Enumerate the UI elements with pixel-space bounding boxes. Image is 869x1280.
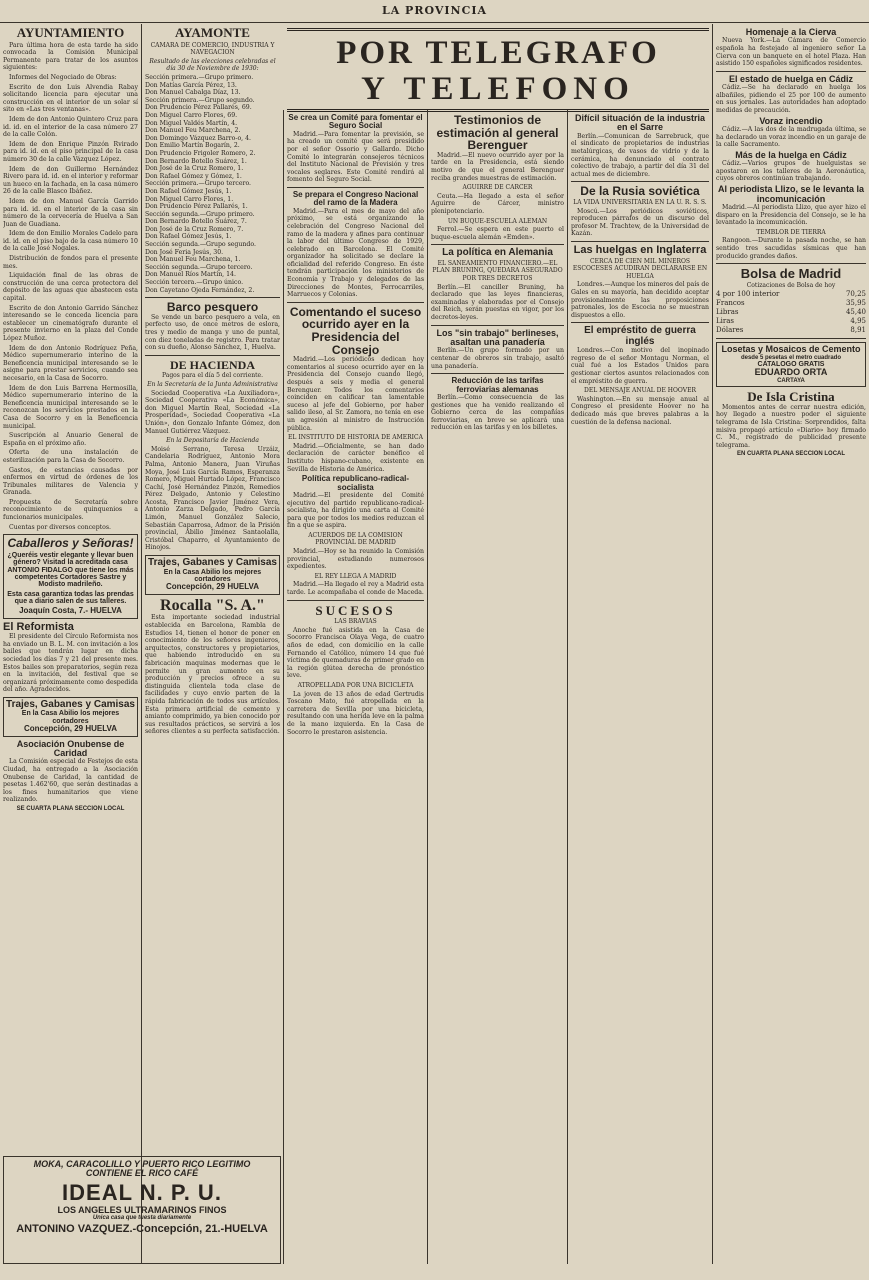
column-rule [712,24,713,1264]
table-row [716,326,866,335]
advert-headline: Trajes, Gabanes y Camisas [148,557,277,569]
column-rule [567,110,568,1264]
list-item: Oferta de una instalación de esterilización para la Casa de Socorro. [3,449,138,464]
table-cell: 45,40 [845,308,866,317]
divider [287,187,424,188]
reformista-title: El Reformista [3,620,74,633]
list-item: Idem de don Emilio Morales Cadelo para id. id. en el piso bajo de la casa número 10 de la calle José Nogales. [3,230,138,253]
advert-address: ANTONINO VAZQUEZ.-Concepción, 21.-HUELVA [16,1222,268,1235]
list-item: Don José de la Cruz Romero, 7. [145,225,244,233]
column-rule [141,24,142,1264]
banner-line-1: POR TELEGRAFO [336,35,660,71]
table-row [716,317,866,326]
article-text: Ferrol.—Se espera en este puerto el buque-escuela alemán «Emden». [431,226,564,241]
list-item: Don Bernardo Botello Suárez, 7. [145,218,247,226]
list-item: Don Domingo Vázquez Barro-o, 4. [145,134,252,142]
headline: Testimonios de estimación al general Berenguer [436,114,559,153]
advert-body: En la Casa Abilio los mejores cortadores [21,710,120,725]
subheading: LAS BRAVIAS [334,618,377,626]
column-2 [145,24,280,1104]
list-item: Sección segunda.—Grupo segundo. [145,241,256,249]
article-text: Washington.—En su mensaje anual al Congreso el presidente Hoover no ha dedicado más que breves palabras a la cuestión de la defensa nacional. [571,395,709,426]
list-item: Don Cayetano Ojeda Fernández, 2. [145,286,255,294]
divider [145,297,280,298]
column-1 [3,24,138,1154]
list-item: Don Prudencio Frigoler Romero, 2. [145,149,256,157]
advert-address: Concepción, 29 HUELVA [165,582,260,592]
article-text: Moscú.—Los periódicos soviéticos, reproducen párrafos de un discurso del profesor M. Trachtew, de la Universidad de Kazán. [571,207,709,238]
banner-line-2: Y TELEFONO [361,71,635,107]
advert-brand: IDEAL N. P. U. [62,1179,222,1205]
table-cell: Libras [716,308,739,317]
list-item: Don Manuel Cabalga Díaz, 13. [145,89,241,97]
subheading: EL INSTITUTO DE HISTORIA DE AMERICA [288,434,423,442]
list-item: Don Miguel Carro Flores, 69. [145,111,238,119]
advert-headline: CONTIENE EL RICO CAFÉ [85,1168,199,1179]
agenda-list [3,74,138,531]
article-text: Para última hora de esta tarde ha sido convocada la Comisión Municipal Permanente para tratar de los asuntos siguientes: [3,41,138,72]
list-item: Don Rafael Gómez Jesús, 1. [145,233,232,241]
article-text: La joven de 13 años de edad Gertrudis Toscano Mato, fué atropellada en la carretera de Sevilla por una bicicleta, resultando con una herida leve en la palma de la mano izquierda. En la Casa de Socorro le prestaron asistencia. [287,690,424,736]
election-results [145,74,280,294]
column-5 [571,114,709,1264]
advert-abilio [145,555,280,595]
advert-body: desde 5 pesetas el metro cuadrado [740,354,842,361]
headline: Voraz incendio [759,115,823,126]
list-item: Don José de la Cruz Romero, 1. [145,165,244,173]
list-item: Suscripción al Anuario General de España en el próximo año. [3,432,138,447]
list-item: Don Emilio Martín Bogarín, 2. [145,142,240,150]
divider [431,244,564,245]
advert-address: Joaquín Costa, 7.- HUELVA [19,606,122,616]
list-item: Distribución de fondos para el presente mes. [3,255,138,270]
paper-name: LA PROVINCIA [381,4,488,17]
advert-address: Concepción, 29 HUELVA [23,724,118,734]
list-item: Escrito de don Luis Alvendia Rabay solicitando licencia para ejecutar una construcción en el interior de un solar sí sito en «Las tres ventanas». [3,83,138,114]
list-item: Idem de don Manuel García Garrido para id. id. en el interior de la casa sin número de la cervecería de Huelva a San Juan de Guadiana. [3,197,138,228]
barco-title: Barco pesquero [166,300,259,315]
divider [716,338,866,339]
subheading: Pagos para el día 5 del corriente. [161,372,264,380]
article-text: Berlín.—Comunican de Sarrebruck, que el sindicato de propietarios de industrias metalúrgicas, de vasos de vidrio y de la cerámica, ha denunciado el contrato colectivo de trabajo, a partir del día 31 del actual mes de diciembre. [571,132,709,178]
headline: Se crea un Comité para fomentar el Seguro Social [288,114,423,131]
article-text: Ceuta.—Ha llegado a esta el señor Aguirre de Cárcer, ministro plenipotenciario. [431,192,564,215]
headline: El empréstito de guerra inglés [584,325,696,347]
column-rule [283,110,284,1264]
advert-body: EDUARDO ORTA [754,367,828,378]
table-cell: Dólares [716,326,744,335]
article-text: Moisé Serrano, Teresa Urzáiz, Candelaria Rodríguez, Antonio Mora Palma, Antonio Manera, Juan Viruñas Moya, José Luis García Ramos, Esperanza Romero, Miguel Hurtado López, Francisco Cachí, José Hernández Pinzón, Remedios Pérez Delgado, Antonio y Celestino Acosta, Francisco Javier Jiménez Vera, Antonio Zarza Delgado, Pedro García Limón, Manuel González Salecio, Sebastián Caparrosa, Admor. de la Prisión provincial, Abilio Jiménez Santaolalla, Cristóbal Chaparro, el Ayuntamiento de Hinojos. [145,445,280,552]
list-item: Don Manuel Ríos Martín, 14. [145,271,236,279]
divider [571,322,709,323]
advert-body: Esta casa garantiza todas las prendas que a diario salen de sus talleres. [7,590,134,605]
article-text: El presidente del Círculo Reformista nos ha enviado un B. L. M. con invitación a los bailes que tendrán lugar en dicha sociedad los días 7 y 21 del presente mes. Estos bailes son preparatorios, según reza en la invitación, del festival que se organizará próximamente como despedida del año. Agradecidos. [3,633,138,694]
divider [571,241,709,242]
subheading: ATROPELLADA POR UNA BICICLETA [297,682,414,690]
sucesos-title: SUCESOS [315,602,396,618]
main-banner [287,28,709,112]
bolsa-title: Bolsa de Madrid [740,266,842,282]
advert-headline: Trajes, Gabanes y Camisas [6,698,135,710]
headline: Comentando el suceso ocurrido ayer en la Presidencia del Consejo [289,304,422,357]
headline: Difícil situación de la industria en el Sarre [574,114,706,133]
subheading: UN BUQUE-ESCUELA ALEMAN [447,217,548,225]
list-item: Sección tercera.—Grupo único. [145,279,244,287]
divider [716,263,866,264]
article-text: Madrid.—Para el mes de mayo del año próximo, se está organizando la celebración del Congreso Nacional del ramo de la madera y afines para continuar la labor del último Congreso de 1929, celebrado en Barcelona. El Comité organizador ha solicitado se declare la oficialidad del referido Congreso. En éste tendrán participación los ministerios de Economía y Trabajo y delegados de las Direcciones de Montes, Ferrocarriles, Marruecos y Colonias. [287,207,424,299]
advert-body: ¿Queréis vestir elegante y llevar buen género? Visitad la acreditada casa ANTONIO FIDALGO que tiene los más competentes Cortadores Sastre y Modisto madrileño. [7,551,134,589]
article-text: Madrid.—Hoy se ha reunido la Comisión provincial, estudiando numerosos expedientes. [287,548,424,571]
divider [716,71,866,72]
article-text: Nueva York.—La Cámara de Comercio española ha festejado al ingeniero señor La Cierva con un banquete en el hotel Plaza. Han asistido 150 españoles significados residentes. [716,37,866,68]
advert-headline: MOKA, CARACOLILLO Y PUERTO RICO LEGITIMO [33,1159,251,1169]
bolsa-table [716,290,866,335]
list-item: Don Matías García Pérez, 13. [145,81,237,89]
advert-headline: Losetas y Mosaicos de Cemento [721,344,861,355]
headline: Las huelgas en Inglaterra [573,244,707,256]
subheading: AGUIRRE DE CARCER [462,184,533,192]
list-item: Escrito de don Antonio Garrido Sánchez interesando se le conceda licencia para establecer un cinematógrafo durante el presente invierno en la plaza del Conde López Muñoz. [3,304,138,343]
table-cell: 35,95 [845,299,866,308]
subheading: DEL MENSAJE ANUAL DE HOOVER [584,387,696,395]
section-footer: EN CUARTA PLANA SECCION LOCAL [736,451,846,458]
headline: Homenaje a la Cierva [745,27,837,37]
list-item: Sección segunda.—Grupo primero. [145,210,255,218]
divider [431,325,564,326]
advert-fidalgo [3,534,138,618]
isla-title: De Isla Cristina [747,389,835,405]
article-text: La Comisión especial de Festejos de esta Ciudad, ha entregado a la Asociación Onubense de Caridad, la cantidad de pesetas 1.462'60, que serán destinadas a los fines humanitarios que viene realizando. [3,758,138,804]
divider [287,302,424,303]
advert-headline: Caballeros y Señoras! [7,536,134,551]
rocalla-title: Rocalla "S. A." [160,596,265,614]
list-item: Gastos, de estancias causadas por enfermos en virtud de órdenes de los Tribunales militares de Valencia y Granada. [3,466,138,497]
article-text: Madrid.—Ha llegado el rey a Madrid esta tarde. Le acompañaba el conde de Maceda. [287,581,424,597]
list-item: Liquidación final de las obras de construcción de una cerca protectora del depósito de las aguas que abastecen esta capital. [3,272,138,303]
headline: Política republicano-radical-socialista [301,474,410,492]
ayamonte-title: AYAMONTE [175,25,250,40]
table-cell: 70,25 [845,290,866,299]
list-item: Informes del Negociado de Obras: [9,74,117,82]
divider [571,181,709,182]
article-text: Cádiz.—A las dos de la madrugada última, se ha declarado un voraz incendio en un garaje de la calle Sacramento. [716,126,866,149]
subheading: Cotizaciones de Bolsa de hoy [746,281,836,289]
headline: De la Rusia soviética [580,184,700,199]
column-6 [716,24,866,1264]
list-item: Don Rafael Gómez y Gómez, 1. [145,172,242,180]
headline: Más de la huelga en Cádiz [735,149,847,160]
advert-body: En la Casa Abilio los mejores cortadores [163,568,262,583]
advert-abilio [3,697,138,737]
list-item: Sección segunda.—Grupo tercero. [145,263,253,271]
article-text: Se vende un barco pesquero a vela, en perfecto uso, de once metros de eslora, tres y medio de manga y uno de puntal, con diez toneladas de registro. Para tratar con su dueño, Alonso Sánchez, 1, Huelva. [145,313,280,352]
article-text: Madrid.—Para fomentar la previsión, se ha creado un comité que será presidido por el señor Ossorio y Gallardo. Dicho Comité lo integrarán consejeros técnicos del Instituto Nacional de Previsión y tres vocales seglares. Este Comité rendirá al fomento del Seguro Social. [287,130,424,184]
advert-address: CARTAYA [777,377,805,384]
list-item: Don Prudencio Pérez Pallarés, 1. [145,203,248,211]
article-text: Madrid.—Oficialmente, se han dado declaración de carácter benéfico el Instituto hispano-cubano, existente en Sevilla de Historia de América. [287,442,424,473]
divider [431,373,564,374]
column-3 [287,114,424,1264]
article-text: Anoche fué asistida en la Casa de Socorro Francisca Olaya Vega, de cuatro años de edad, con domicilio en la calle Fernando el Católico, número 14 que fué víctima de quemaduras de primer grado en la región glútea derecha de pronóstico leve. [287,626,424,680]
list-item: Don Miguel Carro Flores, 1. [145,195,234,203]
subheading: Resultado de las elecciones celebradas el día 30 de Noviembre de 1930: [149,57,276,73]
list-item: Sección primera.—Grupo tercero. [145,180,252,188]
section-footer: SE CUARTA PLANA SECCION LOCAL [16,805,125,812]
headline: El estado de huelga en Cádiz [728,73,854,84]
list-item: Sección primera.—Grupo primero. [145,74,254,82]
headline: Reducción de las tarifas ferroviarias alemanas [451,376,544,394]
subheading: En la Depositaría de Hacienda [166,437,259,445]
article-text: Madrid.—El nuevo ocurrido ayer por la tarde en la Presidencia, está siendo motivo de que el general Berenguer reciba grandes muestras de estimación. [431,151,564,182]
divider [287,600,424,601]
list-item: Don Bernardo Botello Suárez, 1. [145,157,247,165]
table-cell: Liras [716,317,734,326]
hacienda-title: DE HACIENDA [169,357,255,372]
running-header [0,0,869,23]
subheading: EL SANEAMIENTO FINANCIERO.—EL PLAN BRUNING, QUEDARA ASEGURADO POR TRES DECRETOS [432,259,563,282]
column-4 [431,114,564,1264]
advert-body: Unica casa que tuesta diariamente [92,1215,192,1222]
subheading: TEMBLOR DE TIERRA [756,228,826,236]
article-text: Cádiz.—Se ha declarado en huelga los albañiles, pidiendo el 25 por 100 de aumento en sus jornales. Las autoridades han adoptado medidas de precaución. [716,84,866,115]
divider [145,355,280,356]
list-item: Don Miguel Valdés Martín, 4. [145,119,238,127]
subheading: ACUERDOS DE LA COMISION PROVINCIAL DE MADRID [308,531,403,547]
column-rule [427,110,428,1264]
table-row [716,290,866,299]
article-text: Momentos antes de cerrar nuestra edición, hoy llegado a nuestro poder el siguiente telegrama de Isla Cristina: Sorprendidos, falta misiva propagó artículo «Diario» hoy firmado C. M., registrado de publicidad presente telegrama. [716,403,866,449]
article-text: Madrid.—Al periodista Llizo, que ayer hizo el disparo en la Presidencia del Consejo, se le ha levantado la incomunicación. [716,203,866,227]
list-item: Propuesta de Secretaría sobre reconocimiento de quinquenios a funcionarios municipales. [3,498,138,522]
article-text: Berlín.—Un grupo formado por un centenar de obreros sin trabajo, asaltó una panadería. [431,347,564,370]
article-text: Londres.—Aunque los mineros del país de Gales en su mayoría, han decidido aceptar provisionalmente las proposiciones patronales, los de Escocia no se muestran dispuestos a ello. [571,281,709,319]
table-cell: Francos [716,299,745,308]
headline: Los "sin trabajo" berlineses, asaltan una panadería [436,327,559,347]
table-row [716,299,866,308]
article-text: Londres.—Con motivo del inopinado regreso de el señor Montagu Norman, el cual fué a los Estados Unidos para gestionar ciertos asuntos relacionados con el empréstito de guerra. [571,347,709,385]
list-item: Don Rafael Gómez Jesús, 1. [145,187,232,195]
list-item: Cuentas por diversos conceptos. [9,523,112,531]
list-item: Idem de don Enrique Pinzón Rvirado para id. id. en el piso principal de la casa número 30 de la calle Vázquez López. [3,140,138,163]
headline: La política en Alemania [442,247,553,259]
subheading: LA VIDA UNIVERSITARIA EN LA U. R. S. S. [573,199,707,207]
table-cell: 8,91 [850,326,866,335]
list-item: Don José Feria Jesús, 30. [145,248,224,256]
advert-cafe [3,1156,281,1264]
advert-losetas [716,342,866,387]
article-text: Berlín.—El canciller Bruning, ha declarado que las leyes financieras, examinadas y elaboradas por el Consejo del Reich, serán puestas en vigor, por los decretos-leyes. [431,283,564,321]
ayuntamiento-title: AYUNTAMIENTO [16,25,125,40]
list-item: Sección primera.—Grupo segundo. [145,96,255,104]
article-text: Cádiz.—Varios grupos de huelguistas se apostaron en los talleres de la Aeronáutica, cuyos obreros continúan trabajando. [716,160,866,183]
list-item: Idem de don Luis Barrena Hermosilla, Médico supernumerario interino de la Beneficencia municipal interesando se le reconozcan los servicios prestados en la Casa de Socorro y en la Beneficencia municipal. [3,384,138,430]
subheading: CAMARA DE COMERCIO, INDUSTRIA Y NAVEGACION [150,41,275,57]
table-row [716,308,866,317]
article-text: Rangoon.—Durante la pasada noche, se han sentido tres sacudidas sísmicas que han producido grandes daños. [716,237,866,260]
list-item: Don Manuel Feu Marchena, 1. [145,256,241,264]
table-cell: 4 por 100 interior [716,290,780,299]
article-text: Berlín.—Como consecuencia de las gestiones que ha venido realizando el Gobierno cerca de las compañías ferroviarias, en breve se aplicará una reducción en las tarifas y en los billetes. [431,394,564,432]
article-text: Sociedad Cooperativa «La Auxiliadora», Sociedad Cooperativa «La Económica», don Miguel Martín Real, Sociedad «La Prosperidad», Sociedad Cooperativa «La Unión», don Gonzalo Infante Gómez, don Manuel Gutiérrez Vázquez. [145,389,280,435]
list-item: Don Prudencio Pérez Pallarés, 69. [145,104,252,112]
subheading: CERCA DE CIEN MIL MINEROS ESCOCESES ACUDIRAN DECLARARSE EN HUELGA [572,257,708,280]
headline: Se prepara el Congreso Nacional del ramo de la Madera [292,189,419,208]
onubense-title: Asociación Onubense de Caridad [16,738,125,758]
list-item: Idem de don Antonio Quintero Cruz para id. id. en el interior de la casa número 27 de la calle Colón. [3,115,138,139]
subheading: En la Secretaría de la Junta Administrativa [147,380,278,388]
article-text: Madrid.—El presidente del Comité ejecutivo del partido republicano-radical-socialista, ha dirigido una carta al Comité para que por todos los medios reduzcan el fin a que se aspira. [287,491,424,530]
advert-body: CATALOGO GRATIS [757,361,825,369]
list-item: Idem de don Antonio Rodríguez Peña, Médico supernumerario interino de la Beneficencia municipal interesando se le asigne para prestar servicios, cuando sea necesario, en la Casa de Socorro. [3,344,138,382]
subheading: EL REY LLEGA A MADRID [314,572,397,580]
advert-body: LOS ANGELES ULTRAMARINOS FINOS [57,1204,227,1215]
list-item: Don Manuel Feu Marchena, 2. [145,127,241,135]
list-item: Idem de don Guillermo Hernández Rivero para id. id. en el interior y reformar un hueco en la fachada, en la casa número 26 de la calle Blasco Ibáñez. [3,165,138,196]
headline: Al periodista Llizo, se le levanta la incomunicación [717,184,865,204]
article-text: Madrid.—Los periódicos dedican hoy comentarios al suceso ocurrido ayer en la Presidencia del Consejo cuando llegó, después a seis y media el general Berenguer. Todos los comentarios coinciden en calificar tan lamentable suceso al jefe del Gobierno, por haber salido ileso, al Sr. Zamora, no tenía en ese un agresión al ministro de Instrucción pública. [287,356,424,432]
table-cell: 4,95 [850,317,866,326]
article-text: Esta importante sociedad industrial establecida en Barcelona, Rambla de Estudios 14, tienen el honor de poner en conocimiento de los señores ingenieros, arquitectos, constructores y propietarios, que habiendo introducido en su fabricación maquinas modernas que le permite un gran aumento en su producción y precios ofrece a su distinguida clientela toda clase de facilidades y cuyo envío parten de la rápida fabricación de todos sus artículos. Esta primera artificial de cemento y amianto comprimido, ya bien conocido por sus resultados prácticos, se servirá a los señores clientes a su perfecta satisfacción. [145,614,280,736]
